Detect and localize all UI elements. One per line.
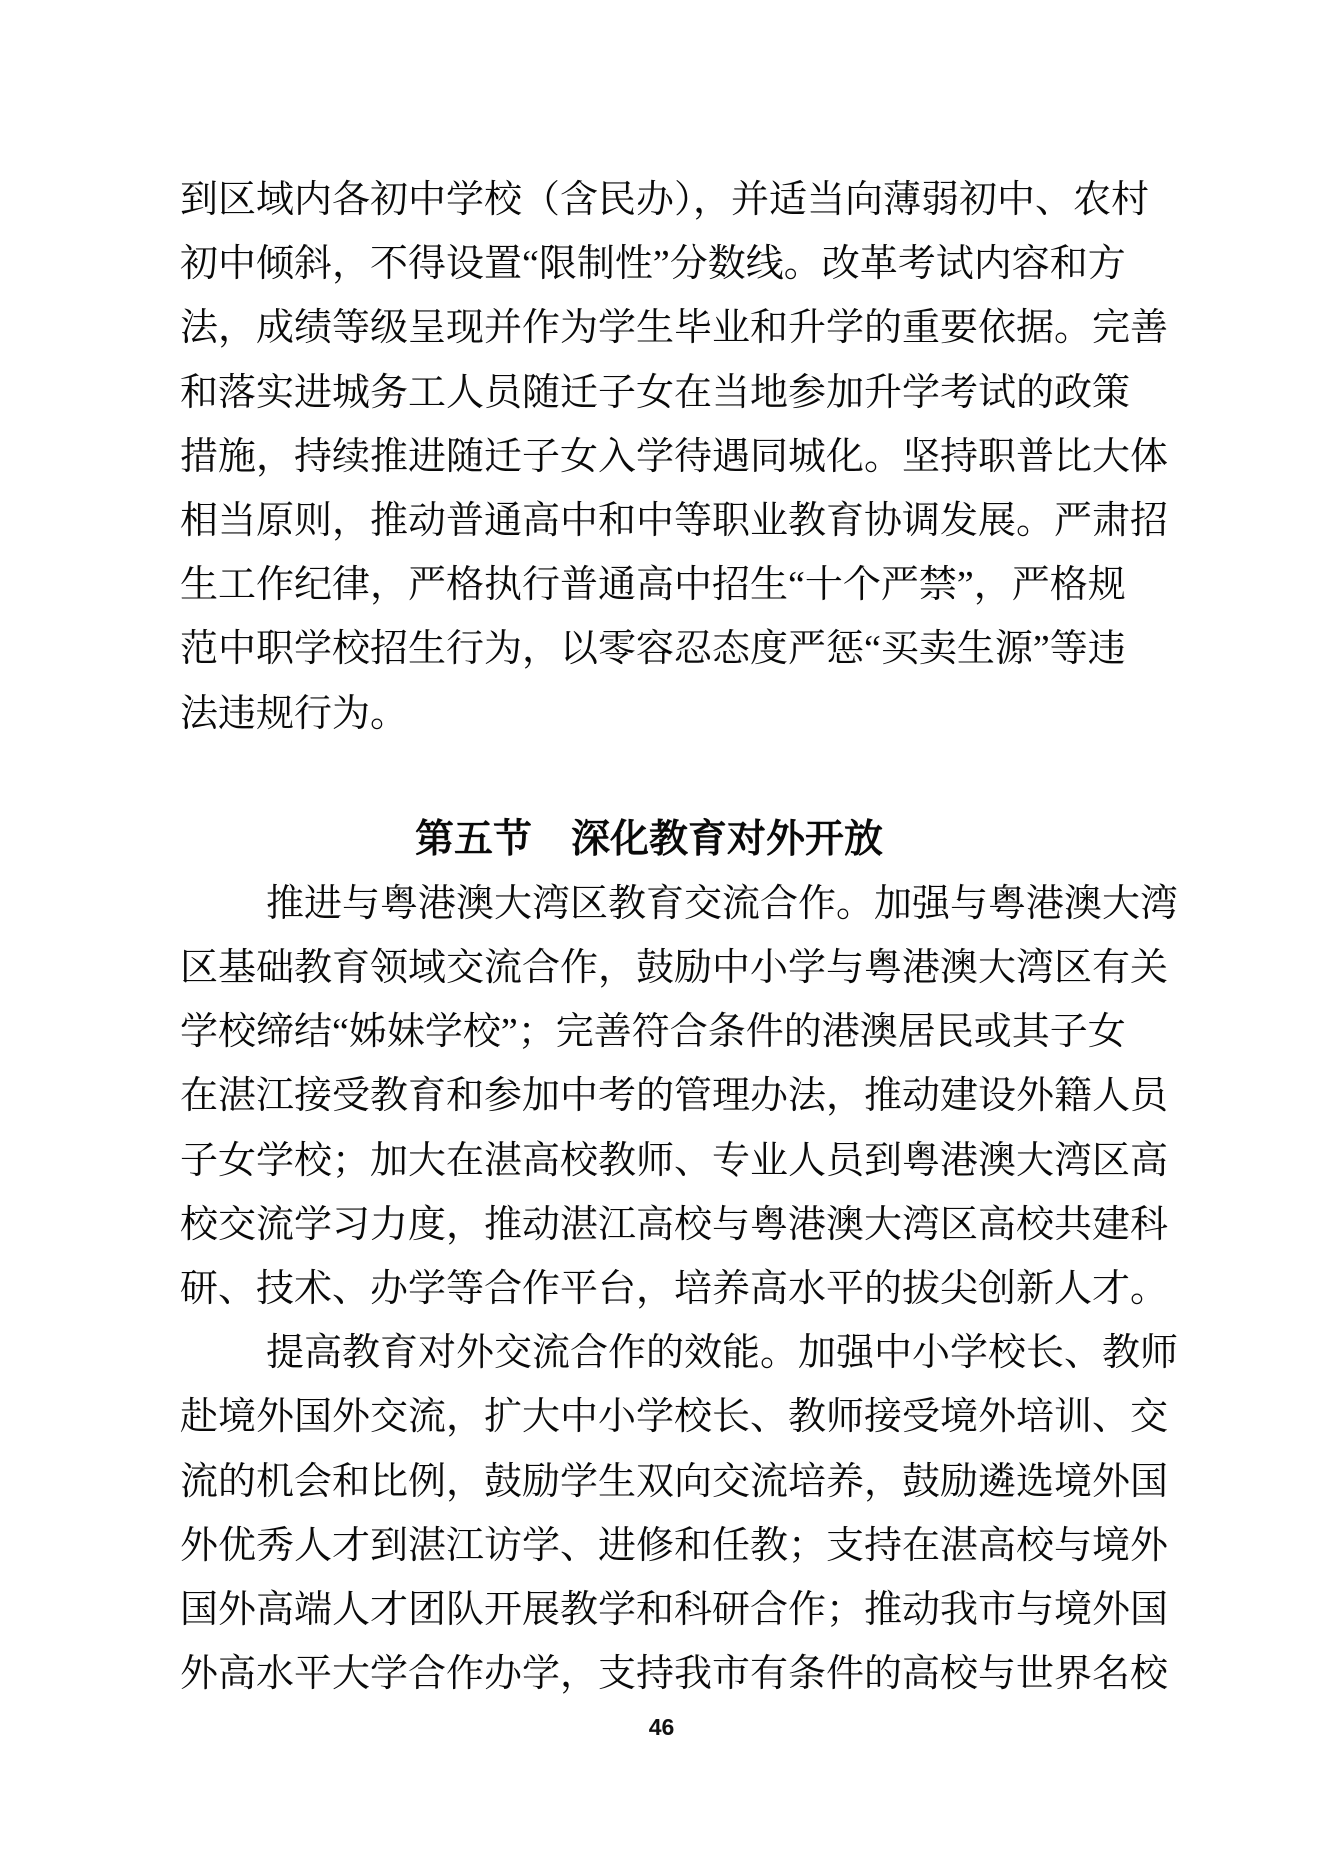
body-line: 措施，持续推进随迁子女入学待遇同城化。坚持职普比大体	[180, 435, 1169, 478]
text-block	[180, 168, 1179, 1706]
body-line: 推进与粤港澳大湾区教育交流合作。加强与粤港澳大湾	[266, 882, 1179, 925]
body-line: 国外高端人才团队开展教学和科研合作；推动我市与境外国	[180, 1588, 1169, 1631]
section-heading: 第五节 深化教育对外开放	[414, 817, 883, 861]
body-line: 和落实进城务工人员随迁子女在当地参加升学考试的政策	[180, 371, 1131, 414]
body-line: 子女学校；加大在湛高校教师、专业人员到粤港澳大湾区高	[180, 1139, 1169, 1182]
body-line: 生工作纪律，严格执行普通高中招生“十个严禁”，严格规	[180, 564, 1126, 607]
page-number: 46	[648, 1714, 675, 1740]
body-line: 流的机会和比例，鼓励学生双向交流培养，鼓励遴选境外国	[180, 1460, 1169, 1503]
body-line: 初中倾斜，不得设置“限制性”分数线。改革考试内容和方	[180, 243, 1126, 286]
body-line: 相当原则，推动普通高中和中等职业教育协调发展。严肃招	[180, 499, 1169, 542]
body-line: 到区域内各初中学校（含民办），并适当向薄弱初中、农村	[180, 179, 1150, 221]
body-line: 法，成绩等级呈现并作为学生毕业和升学的重要依据。完善	[180, 307, 1169, 350]
body-line: 外优秀人才到湛江访学、进修和任教；支持在湛高校与境外	[180, 1524, 1169, 1567]
body-line: 区基础教育领域交流合作，鼓励中小学与粤港澳大湾区有关	[180, 947, 1169, 990]
body-line: 研、技术、办学等合作平台，培养高水平的拔尖创新人才。	[180, 1268, 1169, 1310]
body-line: 学校缔结“姊妹学校”；完善符合条件的港澳居民或其子女	[180, 1011, 1126, 1054]
body-line: 法违规行为。	[180, 692, 409, 735]
body-line: 范中职学校招生行为，以零容忍态度严惩“买卖生源”等违	[180, 628, 1126, 671]
body-line: 在湛江接受教育和参加中考的管理办法，推动建设外籍人员	[180, 1075, 1169, 1118]
body-line: 赴境外国外交流，扩大中小学校长、教师接受境外培训、交	[180, 1396, 1169, 1439]
body-line: 校交流学习力度，推动湛江高校与粤港澳大湾区高校共建科	[180, 1203, 1169, 1246]
body-line: 外高水平大学合作办学，支持我市有条件的高校与世界名校	[180, 1653, 1169, 1696]
body-line: 提高教育对外交流合作的效能。加强中小学校长、教师	[266, 1332, 1179, 1375]
